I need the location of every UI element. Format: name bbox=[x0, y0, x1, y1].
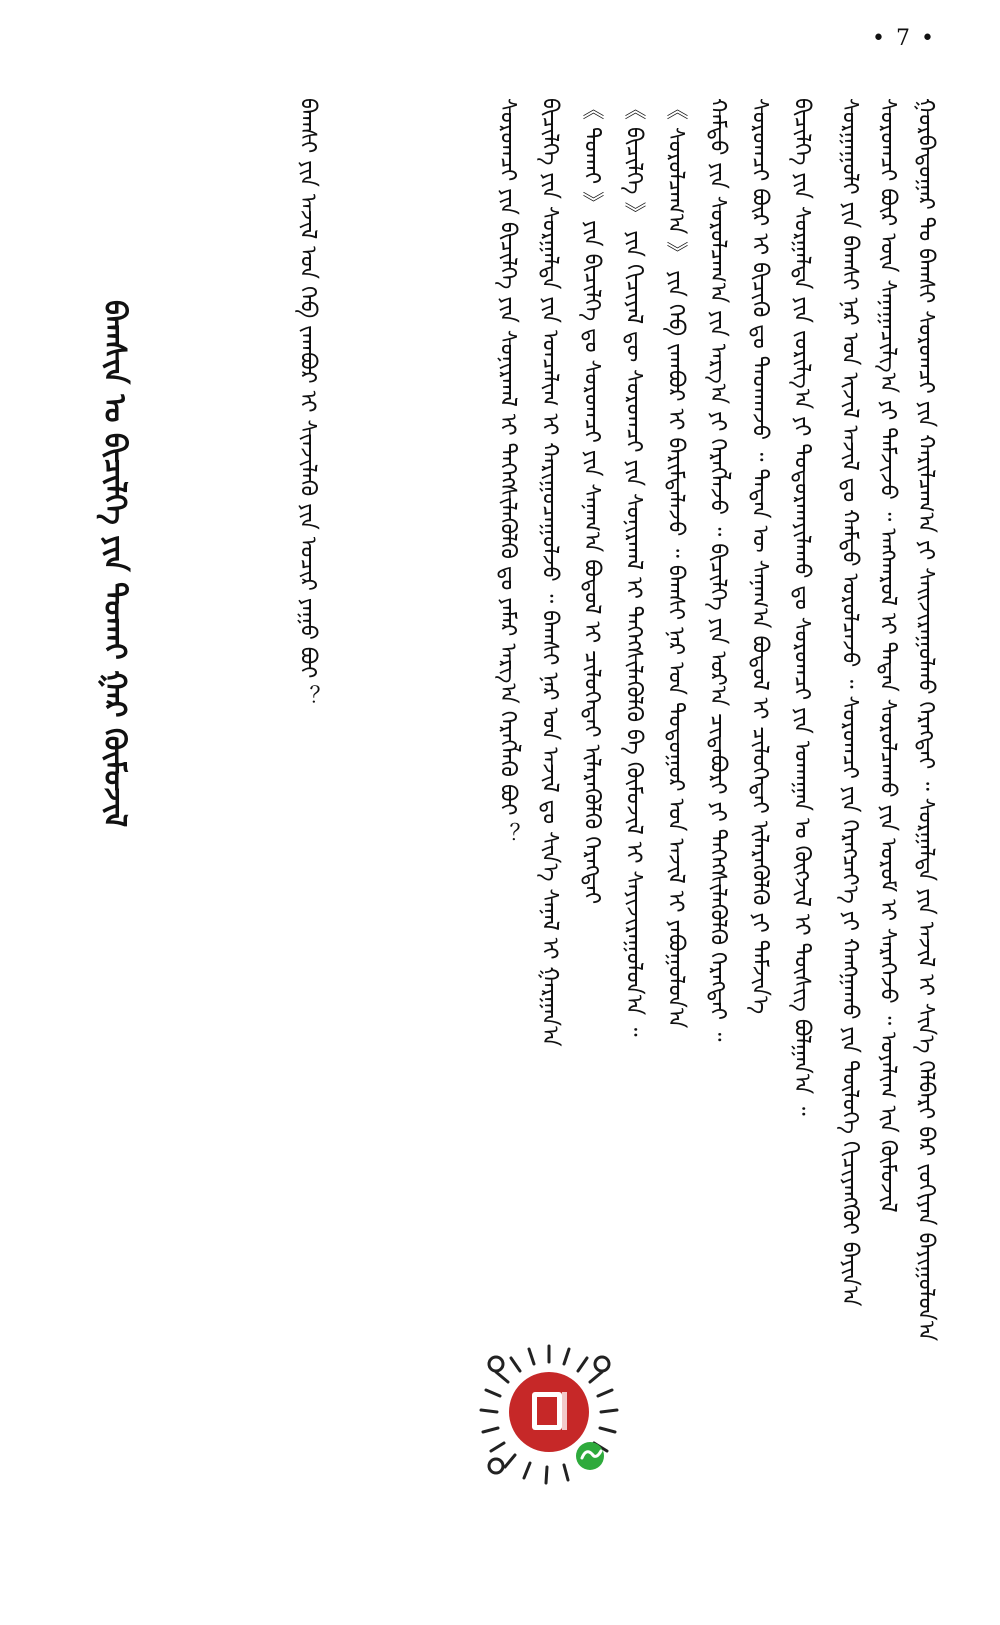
text-column: ᠬᠠᠮᠲᠤ ᠶᠢᠨ ᠰᠤᠷᠤᠯᠴᠠᠭ᠎ᠠ ᠶᠢᠨ ᠠᠷᠭ᠎ᠠ ᠶᠢ ᠬᠡᠷᠡᠭᠯᠡᠵᠦ ᠃ ᠪᠢᠴᠢᠯᠭᠡ ᠶᠢᠨ ᠤᠷ᠎ᠠ ᠴᠢᠳᠠᠪᠤᠷᠢ ᠶᠢ ᠳᠡᠭᠡᠭᠰᠢᠯᠡᠭᠦᠯᠬᠦ ᠬᠡᠷᠡᠭᠲᠡᠢ ᠃ bbox=[705, 98, 730, 1042]
text-column: ᠰᠤᠷᠭᠠᠭᠤᠯᠢ ᠶᠢᠨ ᠪᠠᠭᠰᠢ ᠨᠠᠷ ᠤᠨ ᠢᠵᠢᠯ ᠠᠵᠢᠯ ᠳᠤ ᠬᠠᠮᠲᠤ ᠣᠷᠤᠯᠴᠠᠵᠤ ᠃ ᠰᠤᠷᠤᠭᠴᠢ ᠶᠢᠨ ᠬᠡᠷᠡᠭᠴᠡᠶ᠎ᠡ ᠶᠢ ᠬᠠᠩᠭᠠᠬᠤ ᠶᠢᠨ ᠲᠥᠯᠥᠭᠡ ᠬᠢᠴᠢᠶᠡᠩᠭᠦᠢ ᠪᠠᠶᠢᠨ᠎ᠠ bbox=[837, 98, 862, 1307]
chapter-title: ᠪᠠᠭᠰᠢᠨ ᠤ ᠪᠢᠴᠢᠯᠭᠡ ᠶᠢᠨ ᠲᠣᠬᠠᠢ ᠭᠠᠷ ᠬᠥᠮᠦᠵᠢᠯ bbox=[97, 300, 132, 828]
text-column: 《 ᠰᠤᠷᠤᠯᠴᠠᠭ᠎ᠠ 》 ᠶᠢᠨ ᠬᠡᠪ ᠵᠠᠭᠪᠤᠷ ᠢ ᠪᠠᠷᠢᠮᠲᠠᠯᠠᠵᠤ ᠃ ᠪᠠᠭᠰᠢ ᠨᠠᠷ ᠤᠨ ᠳᠤᠲᠤᠭᠤᠷ ᠤᠨ ᠠᠵᠢᠯ ᠢ ᠶᠠᠪᠤᠭᠤᠯᠤᠨ᠎ᠠ bbox=[663, 98, 688, 1029]
text-column: 《 ᠪᠢᠴᠢᠯᠭᠡ 》 ᠶᠢᠨ ᠬᠢᠴᠢᠶᠡᠯ ᠳᠦ ᠰᠤᠷᠤᠭᠴᠢ ᠶᠢᠨ ᠰᠣᠨᠢᠷᠬᠠᠯ ᠢ ᠳᠡᠭᠡᠭᠰᠢᠯᠡᠭᠦᠯᠬᠦ ᠪᠠ ᠬᠥᠮᠦᠵᠢᠯ ᠢ ᠰᠠᠶᠢᠵᠢᠷᠠᠭᠤᠯᠤᠨ᠎ᠠ ᠃ bbox=[621, 98, 646, 1037]
text-column: ᠰᠤᠷᠤᠭᠴᠢ ᠪᠦᠷ ᠦᠨ ᠰᠠᠨᠠᠭᠠᠴᠢᠯᠭ᠎ᠠ ᠶᠢ ᠳᠡᠮᠵᠢᠵᠦ ᠃ ᠠᠩᠬᠠᠷᠤᠯ ᠢ ᠲᠠᠲᠠᠨ ᠰᠤᠷᠤᠯᠴᠠᠬᠤ ᠶᠢᠨ ᠤᠷᠤᠮ ᠢ ᠰᠡᠷᠡᠭᠡᠵᠦ ᠃ ᠤᠶᠠᠯᠢᠭ ᠢᠨ ᠬᠥᠮᠦᠵᠢᠯ bbox=[875, 98, 900, 1213]
page-number: • 7 • bbox=[872, 26, 936, 51]
text-column: ᠪᠠᠭᠰᠢ ᠶᠢᠨ ᠠᠵᠢᠯ ᠤᠨ ᠬᠡᠪ ᠵᠠᠭᠪᠤᠷ ᠢ ᠰᠢᠨᠵᠢᠯᠡᠬᠦ ᠶᠢᠨ ᠤᠴᠢᠷ ᠶᠠᠭᠤ ᠪᠤᠢ ？ bbox=[295, 98, 320, 708]
mini-program-code-icon[interactable] bbox=[474, 1340, 624, 1490]
text-column: ᠰᠤᠷᠤᠭᠴᠢ ᠶᠢᠨ ᠪᠢᠴᠢᠯᠭᠡ ᠶᠢᠨ ᠰᠣᠨᠢᠷᠬᠠᠯ ᠢ ᠳᠡᠭᠡᠭᠰᠢᠯᠡᠭᠦᠯᠬᠦ ᠳᠤ ᠶᠠᠮᠠᠷ ᠠᠷᠭ᠎ᠠ ᠬᠡᠷᠡᠭᠯᠡᠬᠦ ᠪᠤᠢ ？ bbox=[495, 98, 520, 845]
text-column: ᠪᠢᠴᠢᠯᠭᠡ ᠶᠢᠨ ᠰᠤᠷᠭᠠᠯᠲᠠ ᠶᠢᠨ ᠵᠣᠷᠢᠯᠭ᠎ᠠ ᠶᠢ ᠲᠣᠳᠣᠷᠬᠠᠶᠢᠯᠠᠬᠤ ᠳᠤ ᠰᠤᠷᠤᠭᠴᠢ ᠶᠢᠨ ᠤᠬᠠᠭᠠᠨ ᠤ ᠬᠥᠭᠵᠢᠯ ᠢ ᠲᠦᠰᠢᠭ ᠪᠣᠯᠭᠠᠨ᠎ᠠ ᠃ bbox=[789, 98, 814, 1116]
text-column: 《 ᠲᠣᠬᠠᠢ 》 ᠶᠢᠨ ᠪᠢᠴᠢᠯᠭᠡ ᠳᠤ ᠰᠤᠷᠤᠭᠴᠢ ᠶᠢᠨ ᠰᠠᠨᠠᠭ᠎ᠠ ᠪᠣᠳᠤᠯ ᠢ ᠴᠢᠯᠦᠭᠡᠲᠡᠢ ᠢᠯᠡᠷᠡᠭᠦᠯᠬᠦ ᠬᠡᠷᠡᠭᠲᠡᠢ bbox=[579, 98, 604, 905]
text-column: ᠪᠢᠴᠢᠯᠭᠡ ᠶᠢᠨ ᠰᠤᠷᠭᠠᠯᠲᠠ ᠶᠢᠨ ᠣᠨᠴᠠᠯᠢᠭ ᠢ ᠬᠠᠷᠢᠭᠤᠴᠠᠭᠤᠯᠵᠤ ᠃ ᠪᠠᠭᠰᠢ ᠨᠠᠷ ᠤᠨ ᠠᠵᠢᠯ ᠳᠤ ᠰᠢᠨ᠎ᠡ ᠰᠠᠨᠠᠯ ᠢ ᠭᠠᠷᠭᠠᠨ᠎ᠠ bbox=[537, 98, 562, 1047]
text-column: ᠭᠤᠷᠪᠠᠳᠤᠭᠠᠷ ᠲᠤ ᠪᠠᠭᠰᠢ ᠰᠤᠷᠤᠭᠴᠢ ᠶᠢᠨ ᠬᠠᠷᠢᠯᠴᠠᠭ᠎ᠠ ᠶᠢ ᠰᠠᠢᠵᠢᠷᠠᠭᠤᠯᠬᠤ ᠬᠡᠷᠡᠭᠲᠡᠢ ᠃ ᠰᠤᠷᠭᠠᠯᠲᠠ ᠶᠢᠨ ᠠᠵᠢᠯ ᠢ ᠰᠢᠨ᠎ᠡ ᠬᠡᠯᠪᠡᠷᠢ ᠪᠡᠷ ᠵᠣᠬᠢᠶᠠᠨ ᠪᠠᠶᠢᠭᠤᠯᠤᠨ᠎ᠠ bbox=[913, 98, 938, 1342]
text-column: ᠰᠤᠷᠤᠭᠴᠢ ᠪᠦᠷ ᠢ ᠪᠢᠴᠢᠬᠦ ᠳᠤ ᠳᠠᠳᠬᠠᠵᠤ ᠃ ᠲᠡᠳᠡᠨ ᠦ ᠰᠠᠨᠠᠭ᠎ᠠ ᠪᠣᠳᠤᠯ ᠢ ᠴᠢᠯᠦᠭᠡᠲᠡᠢ ᠢᠯᠡᠷᠡᠭᠦᠯᠬᠦ ᠶᠢ ᠳᠡᠮᠵᠢᠨ᠎ᠡ bbox=[747, 98, 772, 1015]
